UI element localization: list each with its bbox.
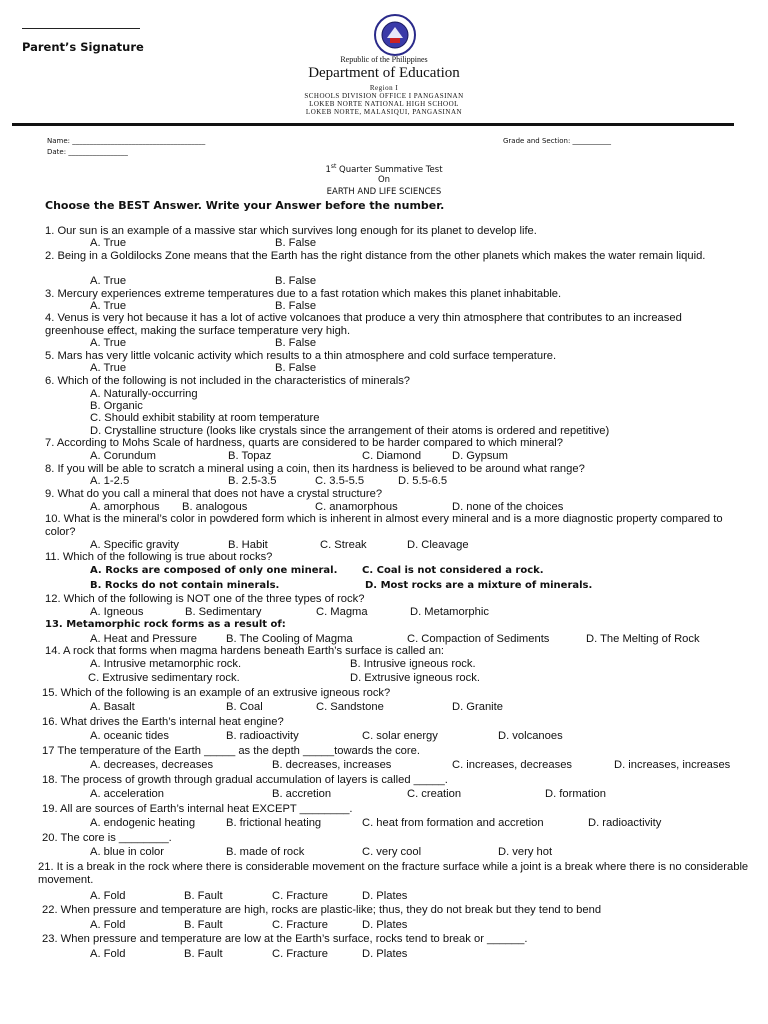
q3-option-a: A. True xyxy=(90,300,127,312)
q10-option-b: B. Habit xyxy=(228,539,268,551)
q7-option-c: C. Diamond xyxy=(362,450,422,462)
q1-option-b: B. False xyxy=(275,237,317,249)
q23-option-b: B. Fault xyxy=(184,948,223,960)
q15-option-a: A. Basalt xyxy=(90,701,135,713)
q12-option-a: A. Igneous xyxy=(90,606,144,618)
question-20: 20. The core is ________. xyxy=(42,832,172,844)
question-19: 19. All are sources of Earth’s internal heat EXCEPT ________. xyxy=(42,803,353,815)
header-rule xyxy=(12,123,734,126)
q10-option-d: D. Cleavage xyxy=(407,539,469,551)
q10-option-a: A. Specific gravity xyxy=(90,539,179,551)
question-16: 16. What drives the Earth’s internal heat engine? xyxy=(42,716,284,728)
grade-section-field: Grade and Section: ___________ xyxy=(503,137,612,145)
q11-option-b: B. Rocks do not contain minerals. xyxy=(90,580,280,591)
q21-option-d: D. Plates xyxy=(362,890,408,902)
q9-option-d: D. none of the choices xyxy=(452,501,564,513)
q16-option-d: D. volcanoes xyxy=(498,730,563,742)
q19-option-c: C. heat from formation and accretion xyxy=(362,817,544,829)
q23-option-a: A. Fold xyxy=(90,948,126,960)
q13-option-a: A. Heat and Pressure xyxy=(90,633,197,645)
q15-option-c: C. Sandstone xyxy=(316,701,384,713)
q20-option-b: B. made of rock xyxy=(226,846,305,858)
q19-option-d: D. radioactivity xyxy=(588,817,662,829)
q6-option-a: A. Naturally-occurring xyxy=(90,388,198,400)
test-title-number: 1 xyxy=(325,164,331,175)
q17-option-a: A. decreases, decreases xyxy=(90,759,214,771)
question-18: 18. The process of growth through gradual accumulation of layers is called _____. xyxy=(42,774,448,786)
q8-option-b: B. 2.5-3.5 xyxy=(228,475,277,487)
q7-option-b: B. Topaz xyxy=(228,450,272,462)
q21-option-b: B. Fault xyxy=(184,890,223,902)
question-11: 11. Which of the following is true about rocks? xyxy=(45,551,273,563)
q16-option-c: C. solar energy xyxy=(362,730,438,742)
q11-option-a: A. Rocks are composed of only one mineral. xyxy=(90,565,338,576)
parents-signature-label: Parent’s Signature xyxy=(22,40,144,54)
q14-option-b: B. Intrusive igneous rock. xyxy=(350,658,476,670)
q22-option-c: C. Fracture xyxy=(272,919,328,931)
q5-option-b: B. False xyxy=(275,362,317,374)
q14-option-c: C. Extrusive sedimentary rock. xyxy=(88,672,240,684)
question-3: 3. Mercury experiences extreme temperatures due to a fast rotation which makes this planet inhabitable. xyxy=(45,288,562,300)
q16-option-a: A. oceanic tides xyxy=(90,730,169,742)
q9-option-c: C. anamorphous xyxy=(315,501,398,513)
name-field: Name: ______________________________________ xyxy=(47,137,206,145)
q12-option-c: C. Magma xyxy=(316,606,368,618)
instructions: Choose the BEST Answer. Write your Answer before the number. xyxy=(45,199,445,212)
q3-option-b: B. False xyxy=(275,300,317,312)
q18-option-a: A. acceleration xyxy=(90,788,165,800)
question-2: 2. Being in a Goldilocks Zone means that the Earth has the right distance from the other planets which makes the water remain liquid. xyxy=(45,250,706,262)
test-title xyxy=(0,163,768,175)
address-label: LOKEB NORTE, MALASIQUI, PANGASINAN xyxy=(305,108,463,116)
question-5: 5. Mars has very little volcanic activity which results to a thin atmosphere and cold surface temperature. xyxy=(45,350,557,362)
q22-option-a: A. Fold xyxy=(90,919,126,931)
q5-option-a: A. True xyxy=(90,362,127,374)
question-1: 1. Our sun is an example of a massive star which survives long enough for its planet to develop life. xyxy=(45,225,537,237)
q15-option-d: D. Granite xyxy=(452,701,503,713)
q22-option-d: D. Plates xyxy=(362,919,408,931)
question-14: 14. A rock that forms when magma hardens beneath Earth’s surface is called an: xyxy=(45,645,445,657)
q17-option-c: C. increases, decreases xyxy=(452,759,573,771)
question-13: 13. Metamorphic rock forms as a result of: xyxy=(45,619,286,630)
q13-option-d: D. The Melting of Rock xyxy=(586,633,700,645)
region-label: Region I xyxy=(369,84,399,92)
department-title: Department of Education xyxy=(308,65,460,81)
question-10: 10. What is the mineral’s color in powdered form which is inherent in almost every mineral and is a more diagnostic property compared to color? xyxy=(45,513,723,538)
question-15: 15. Which of the following is an example of an extrusive igneous rock? xyxy=(42,687,391,699)
q23-option-d: D. Plates xyxy=(362,948,408,960)
signature-line xyxy=(22,28,140,29)
q14-option-a: A. Intrusive metamorphic rock. xyxy=(90,658,242,670)
q13-option-c: C. Compaction of Sediments xyxy=(407,633,550,645)
question-23: 23. When pressure and temperature are low at the Earth’s surface, rocks tend to break or ______. xyxy=(42,933,528,945)
question-6: 6. Which of the following is not included in the characteristics of minerals? xyxy=(45,375,411,387)
question-12: 12. Which of the following is NOT one of the three types of rock? xyxy=(45,593,365,605)
q13-option-b: B. The Cooling of Magma xyxy=(226,633,353,645)
q20-option-c: C. very cool xyxy=(362,846,422,858)
q11-option-d: D. Most rocks are a mixture of minerals. xyxy=(365,580,593,591)
test-title-superscript: st xyxy=(330,163,337,170)
q15-option-b: B. Coal xyxy=(226,701,263,713)
q8-option-c: C. 3.5-5.5 xyxy=(315,475,365,487)
subject-title: EARTH AND LIFE SCIENCES xyxy=(326,187,442,197)
q9-option-a: A. amorphous xyxy=(90,501,160,513)
division-label: SCHOOLS DIVISION OFFICE I PANGASINAN xyxy=(304,92,464,100)
q6-option-d: D. Crystalline structure (looks like crystals since the arrangement of their atoms is ordered and repetitive) xyxy=(90,425,610,437)
q12-option-b: B. Sedimentary xyxy=(185,606,262,618)
question-9: 9. What do you call a mineral that does not have a crystal structure? xyxy=(45,488,383,500)
q18-option-b: B. accretion xyxy=(272,788,332,800)
q16-option-b: B. radioactivity xyxy=(226,730,299,742)
question-8: 8. If you will be able to scratch a mineral using a coin, then its hardness is believed to be around what range? xyxy=(45,463,585,475)
q12-option-d: D. Metamorphic xyxy=(410,606,489,618)
q22-option-b: B. Fault xyxy=(184,919,223,931)
q11-option-c: C. Coal is not considered a rock. xyxy=(362,565,544,576)
question-4: 4. Venus is very hot because it has a lot of active volcanoes that produce a very thin atmosphere that contributes to an increased greenhouse effect, making the surface temperature very high. xyxy=(45,312,682,337)
q6-option-b: B. Organic xyxy=(90,400,143,412)
q14-option-d: D. Extrusive igneous rock. xyxy=(350,672,480,684)
q21-option-a: A. Fold xyxy=(90,890,126,902)
question-22: 22. When pressure and temperature are high, rocks are plastic-like; thus, they do not break but they tend to bend xyxy=(42,904,602,916)
q10-option-c: C. Streak xyxy=(320,539,367,551)
q23-option-c: C. Fracture xyxy=(272,948,328,960)
q18-option-c: C. creation xyxy=(407,788,462,800)
q7-option-a: A. Corundum xyxy=(90,450,156,462)
q8-option-a: A. 1-2.5 xyxy=(90,475,130,487)
q18-option-d: D. formation xyxy=(545,788,606,800)
q7-option-d: D. Gypsum xyxy=(452,450,508,462)
republic-label: Republic of the Philippines xyxy=(340,55,428,64)
test-on: On xyxy=(377,175,391,185)
school-label: LOKEB NORTE NATIONAL HIGH SCHOOL xyxy=(309,100,459,108)
test-title-text: Quarter Summative Test xyxy=(336,164,443,175)
q1-option-a: A. True xyxy=(90,237,127,249)
q17-option-b: B. decreases, increases xyxy=(272,759,392,771)
q20-option-d: D. very hot xyxy=(498,846,553,858)
q9-option-b: B. analogous xyxy=(182,501,248,513)
deped-seal-logo xyxy=(360,14,430,56)
q4-option-b: B. False xyxy=(275,337,317,349)
q8-option-d: D. 5.5-6.5 xyxy=(398,475,448,487)
q2-option-b: B. False xyxy=(275,275,317,287)
q20-option-a: A. blue in color xyxy=(90,846,165,858)
q2-option-a: A. True xyxy=(90,275,127,287)
q17-option-d: D. increases, increases xyxy=(614,759,731,771)
question-7: 7. According to Mohs Scale of hardness, quarts are considered to be harder compared to which mineral? xyxy=(45,437,564,449)
question-17: 17 The temperature of the Earth _____ as the depth _____towards the core. xyxy=(42,745,420,757)
q6-option-c: C. Should exhibit stability at room temperature xyxy=(90,412,320,424)
q21-option-c: C. Fracture xyxy=(272,890,328,902)
date-field: Date: _________________ xyxy=(47,148,128,156)
q19-option-a: A. endogenic heating xyxy=(90,817,196,829)
q4-option-a: A. True xyxy=(90,337,127,349)
q19-option-b: B. frictional heating xyxy=(226,817,322,829)
question-21: 21. It is a break in the rock where there is considerable movement on the fracture surface while a joint is a break where there is no considerable movement. xyxy=(38,861,749,886)
